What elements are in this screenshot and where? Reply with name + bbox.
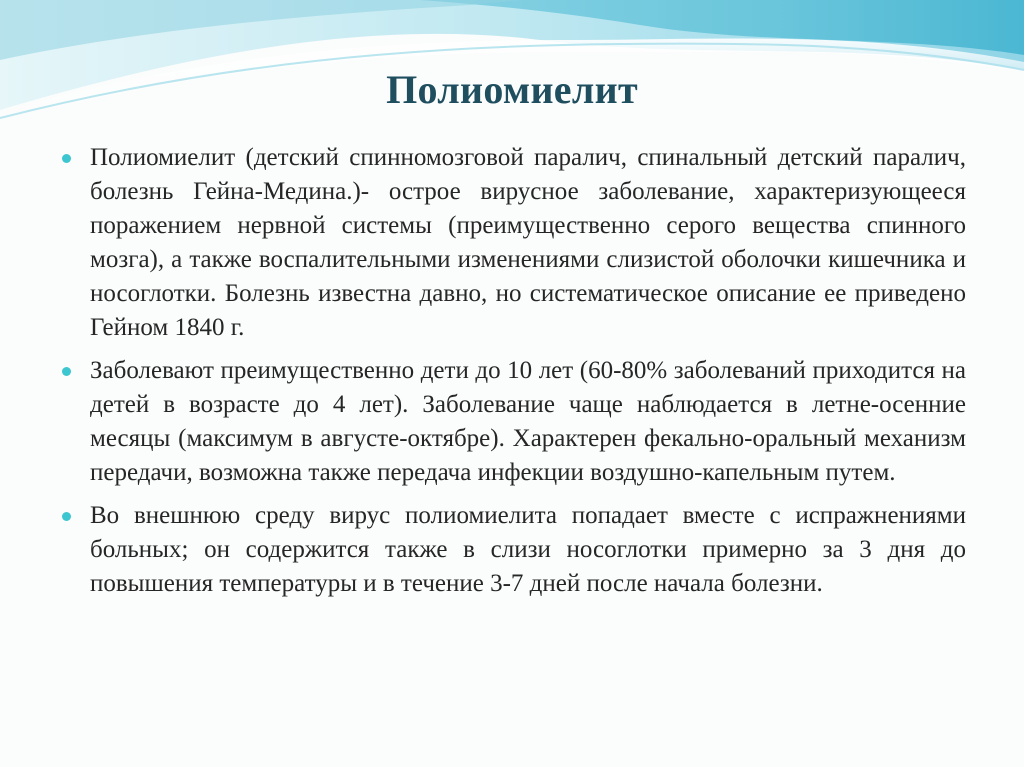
slide-title: Полиомиелит: [386, 67, 638, 112]
bullet-marker-icon: [62, 512, 71, 521]
bullet-item: [62, 141, 966, 345]
bullet-item: [62, 499, 966, 601]
bullet-text: Во внешнюю среду вирус полиомиелита попадает вместе с испражнениями больных; он содержится также в слизи носоглотки примерно за 3 дня до повышения температуры и в течение 3-7 дней после начала болезни.: [90, 502, 966, 597]
bullet-item: [62, 354, 966, 490]
bullet-marker-icon: [62, 367, 71, 376]
bullet-marker-icon: [62, 154, 71, 163]
bullet-text: Полиомиелит (детский спинномозговой паралич, спинальный детский паралич, болезнь Гейна-Медина.)- острое вирусное заболевание, характеризующееся поражением нервной системы (преимущественно серого вещества спинного мозга), а также воспалительными изменениями слизистой оболочки кишечника и носоглотки. Болезнь известна давно, но систематическое описание ее приведено Гейном 1840 г.: [90, 144, 966, 341]
bullet-list: [62, 141, 966, 610]
bullet-text: Заболевают преимущественно дети до 10 лет (60-80% заболеваний приходится на детей в возрасте до 4 лет). Заболевание чаще наблюдается в летне-осенние месяцы (максимум в августе-октябре). Характерен фекально-оральный механизм передачи, возможна также передача инфекции воздушно-капельным путем.: [90, 357, 966, 486]
